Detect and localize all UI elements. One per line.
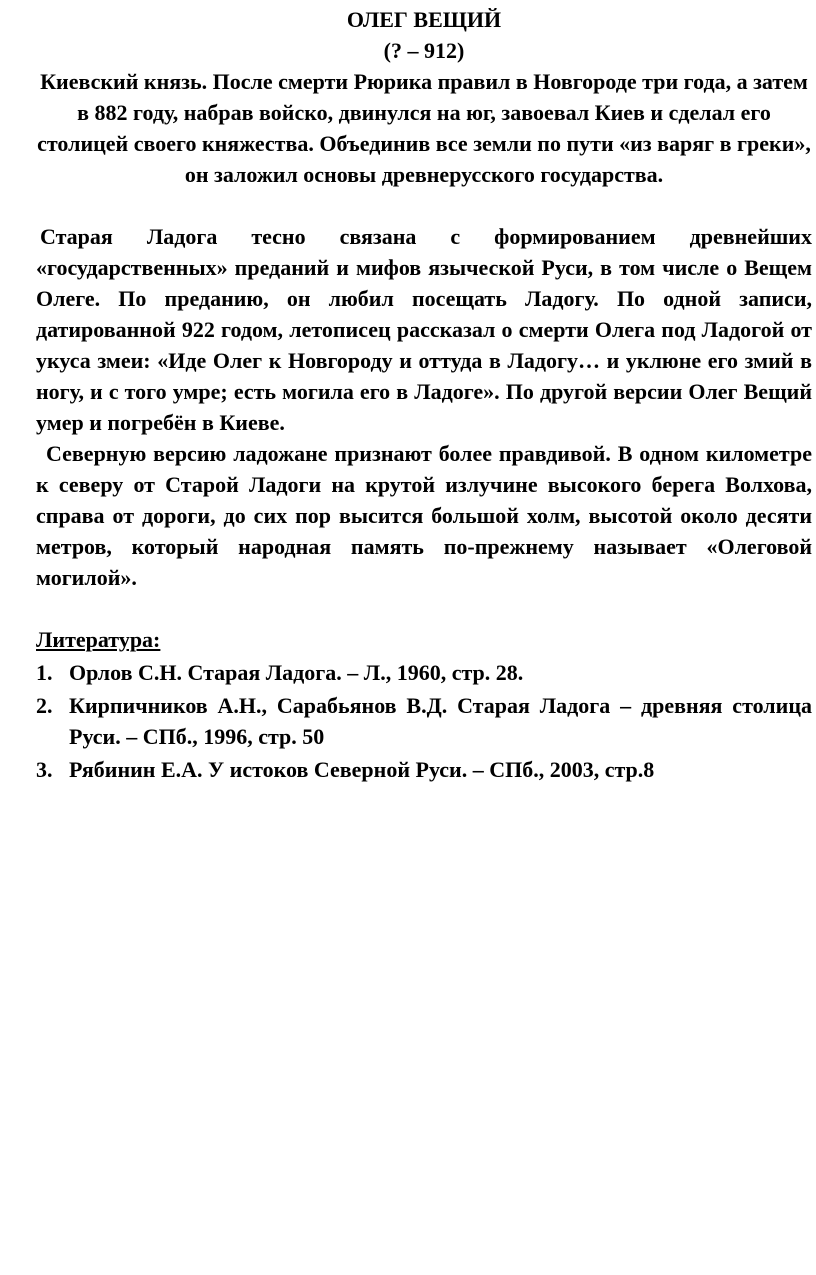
body-paragraph-2: Северную версию ладожане признают более правдивой. В одном километре к северу от Старой Ладоги на крутой излучине высокого берега Волхова, справа от дороги, до сих пор высится большой холм, высотой около десяти метров, который народная память по-прежнему называет «Олеговой могилой».: [36, 441, 812, 590]
body-paragraph-1: Старая Ладога тесно связана с формированием древнейших «государственных» преданий и мифов языческой Руси, в том числе о Вещем Олеге. По преданию, он любил посещать Ладогу. По одной записи, датированной 922 годом, летописец рассказал о смерти Олега под Ладогой от укуса змеи: «Иде Олег к Новгороду и оттуда в Ладогу… и уклюне его змий в ногу, и с того умре; есть могила его в Ладоге». По другой версии Олег Вещий умер и погребён в Киеве.: [36, 224, 812, 435]
intro-paragraph: Киевский князь. После смерти Рюрика правил в Новгороде три года, а затем в 882 году, набрав войско, двинулся на юг, завоевал Киев и сделал его столицей своего княжества. Объединив все земли по пути «из варяг в греки», он заложил основы древнерусского государства.: [37, 69, 811, 187]
list-item: [36, 657, 812, 688]
spacer: [36, 190, 812, 221]
list-item-text: Кирпичников А.Н., Сарабьянов В.Д. Старая Ладога – древняя столица Руси. – СПб., 1996, стр. 50: [69, 693, 812, 749]
spacer: [36, 593, 812, 624]
list-item-number: 1.: [36, 660, 53, 685]
list-item-number: 2.: [36, 693, 53, 718]
page-title: ОЛЕГ ВЕЩИЙ: [346, 7, 502, 32]
list-item-number: 3.: [36, 757, 53, 782]
literature-heading: Литература:: [36, 627, 161, 652]
list-item: [36, 754, 812, 785]
document-page: [36, 0, 812, 787]
life-dates: (? – 912): [383, 38, 465, 63]
list-item-text: Рябинин Е.А. У истоков Северной Руси. – СПб., 2003, стр.8: [69, 757, 655, 782]
list-item-text: Орлов С.Н. Старая Ладога. – Л., 1960, стр. 28.: [69, 660, 524, 685]
literature-list: [36, 657, 812, 785]
list-item: [36, 690, 812, 752]
